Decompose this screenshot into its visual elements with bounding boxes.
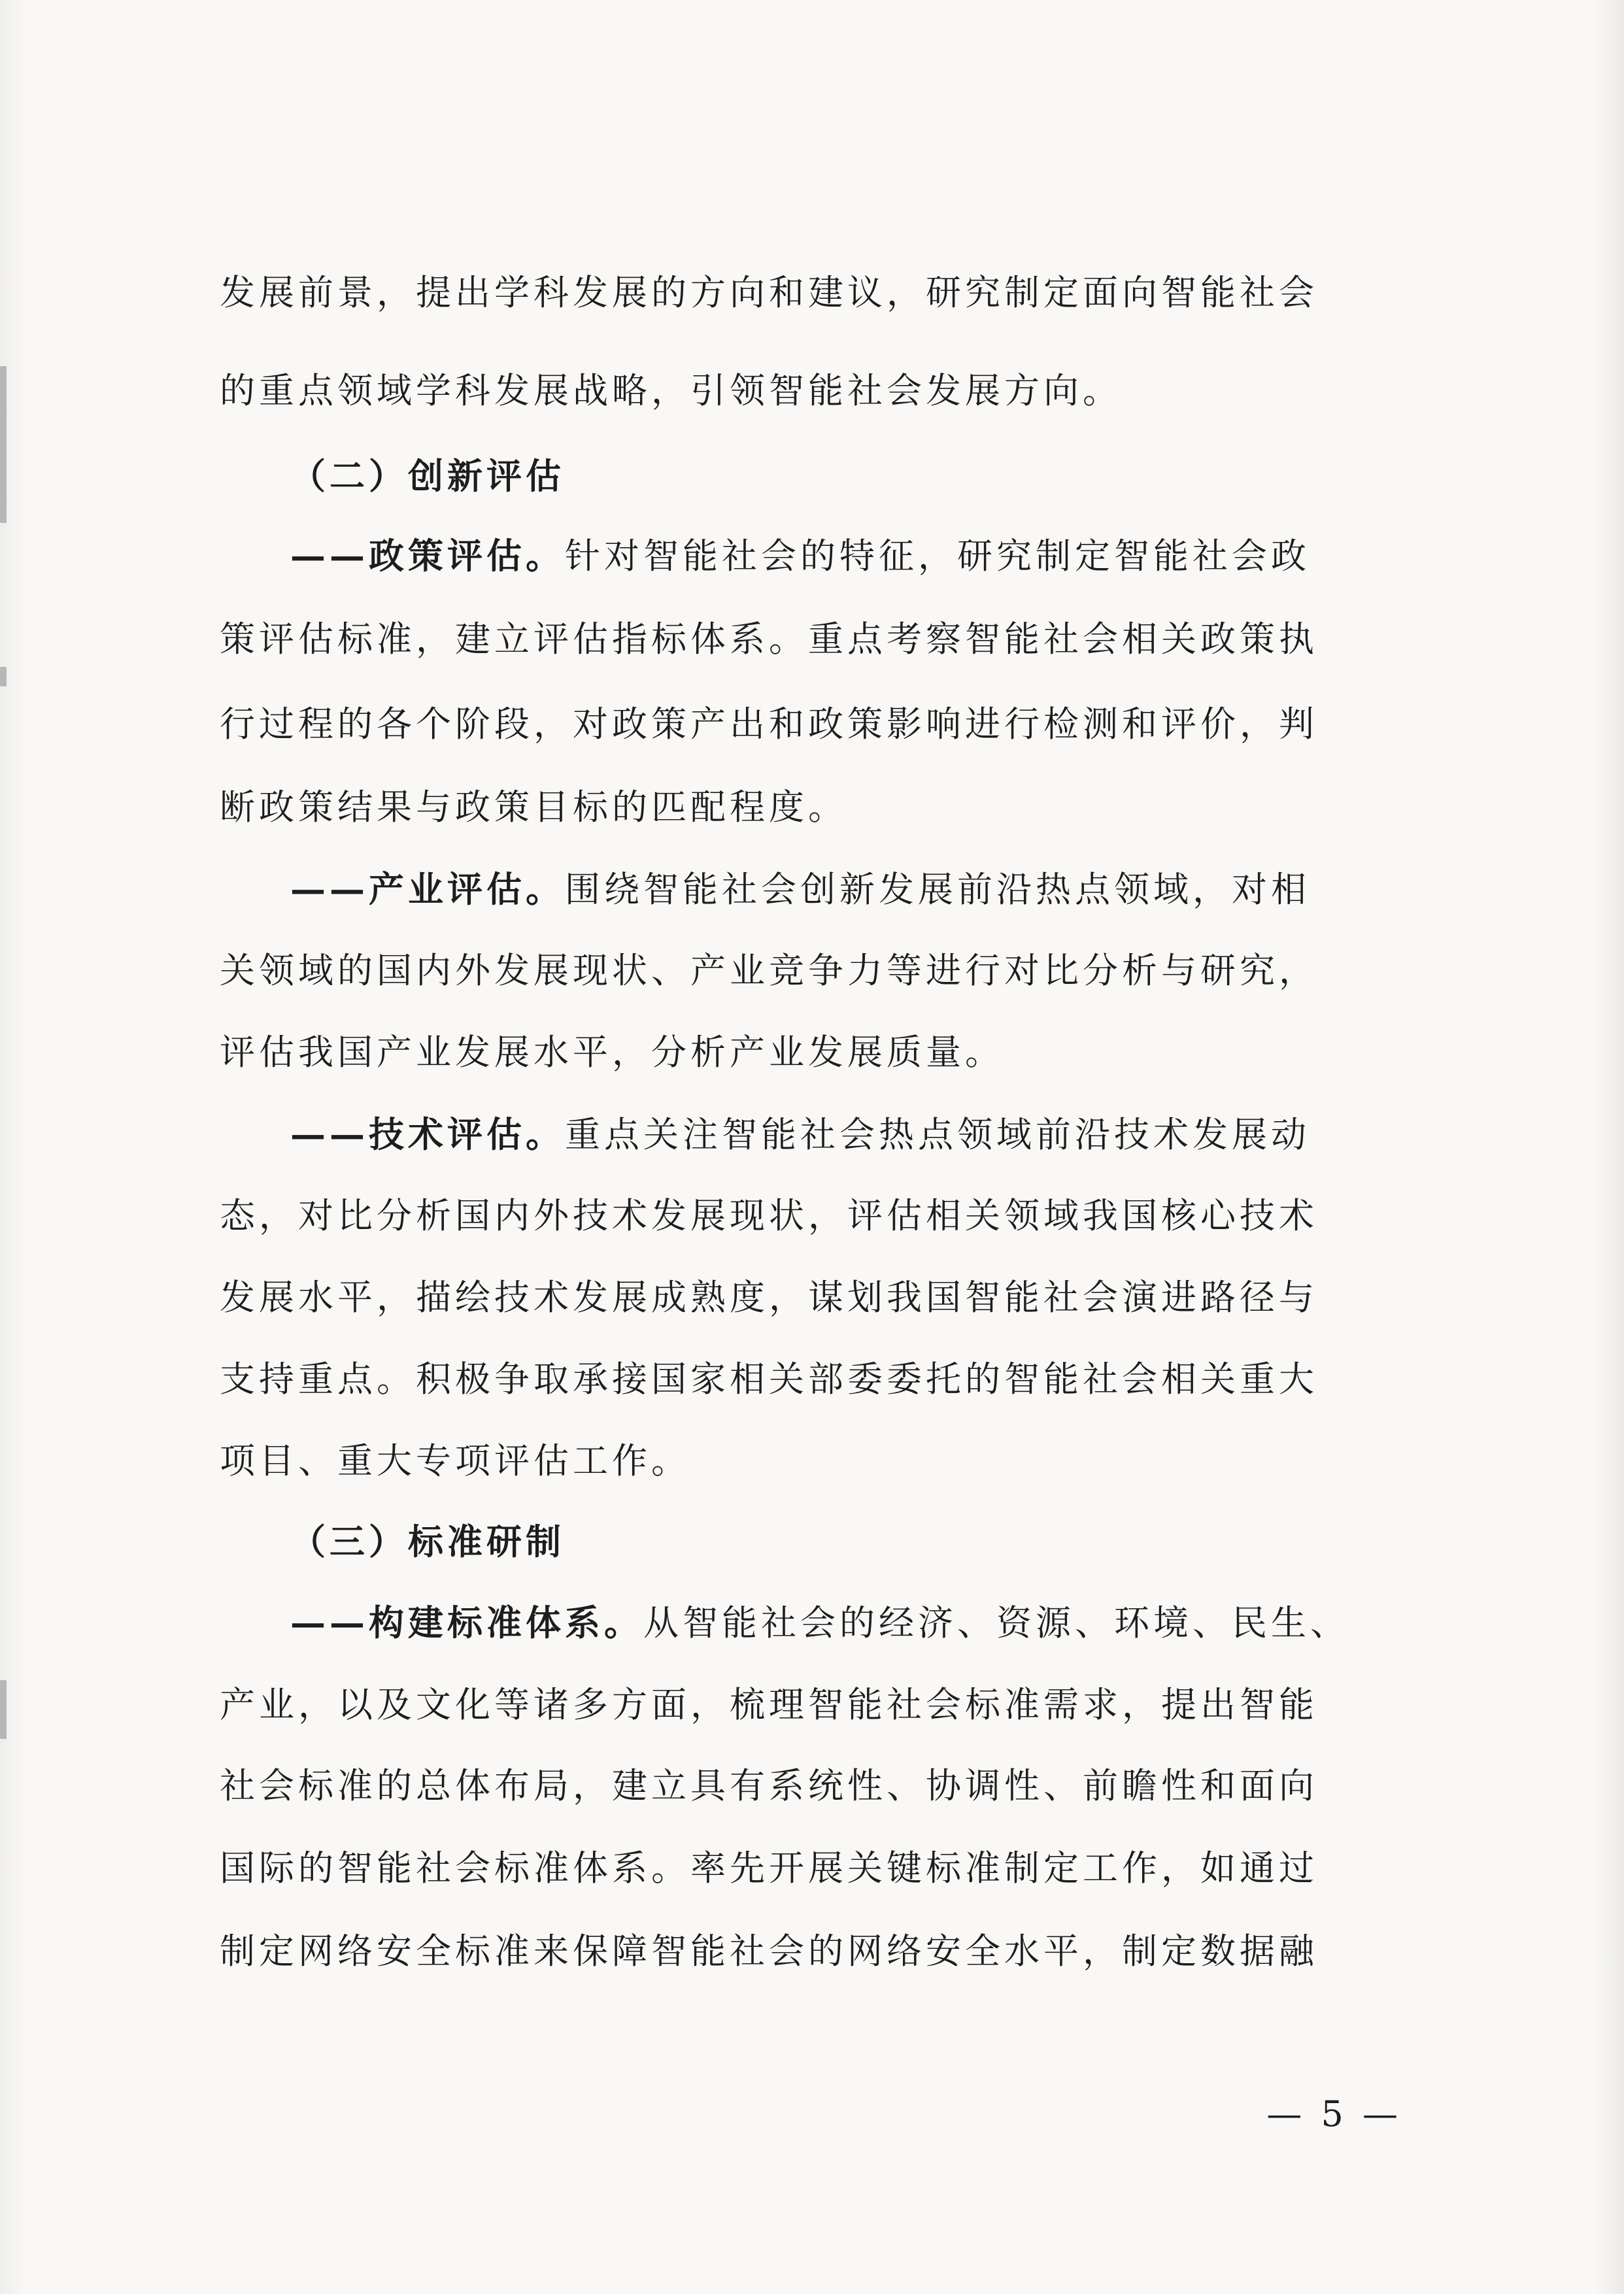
body-line: ——政策评估。针对智能社会的特征，研究制定智能社会政 [290, 535, 1310, 577]
body-line: ——产业评估。围绕智能社会创新发展前沿热点领域，对相 [290, 868, 1310, 910]
body-line: 产业，以及文化等诸多方面，梳理智能社会标准需求，提出智能 [220, 1684, 1318, 1725]
body-line: 行过程的各个阶段，对政策产出和政策影响进行检测和评价，判 [220, 703, 1318, 745]
body-line: 国际的智能社会标准体系。率先开展关键标准制定工作，如通过 [220, 1847, 1318, 1889]
body-line: ——构建标准体系。从智能社会的经济、资源、环境、民生、 [290, 1602, 1349, 1644]
body-line: ——技术评估。重点关注智能社会热点领域前沿技术发展动 [290, 1113, 1310, 1155]
binding-mark [0, 667, 7, 686]
section-heading: （三）标准研制 [290, 1521, 565, 1562]
body-line: 关领域的国内外发展现状、产业竞争力等进行对比分析与研究， [220, 950, 1318, 991]
page-number: — 5 — [1266, 2093, 1402, 2134]
body-line: 态，对比分析国内外技术发展现状，评估相关领域我国核心技术 [220, 1195, 1318, 1236]
body-line: 项目、重大专项评估工作。 [220, 1440, 690, 1481]
body-line: 发展水平，描绘技术发展成熟度，谋划我国智能社会演进路径与 [220, 1277, 1318, 1318]
body-line: 策评估标准，建立评估指标体系。重点考察智能社会相关政策执 [220, 618, 1318, 660]
body-line: 支持重点。积极争取承接国家相关部委委托的智能社会相关重大 [220, 1358, 1318, 1400]
body-line: 评估我国产业发展水平，分析产业发展质量。 [220, 1032, 1004, 1073]
body-line: 的重点领域学科发展战略，引领智能社会发展方向。 [220, 370, 1122, 411]
body-line: 发展前景，提出学科发展的方向和建议，研究制定面向智能社会 [220, 272, 1318, 313]
body-line: 社会标准的总体布局，建立具有系统性、协调性、前瞻性和面向 [220, 1765, 1318, 1806]
section-heading: （二）创新评估 [290, 455, 565, 497]
body-line: 制定网络安全标准来保障智能社会的网络安全水平，制定数据融 [220, 1931, 1318, 1972]
binding-mark [0, 366, 7, 523]
binding-mark [0, 1680, 7, 1739]
body-line: 断政策结果与政策目标的匹配程度。 [220, 786, 847, 828]
